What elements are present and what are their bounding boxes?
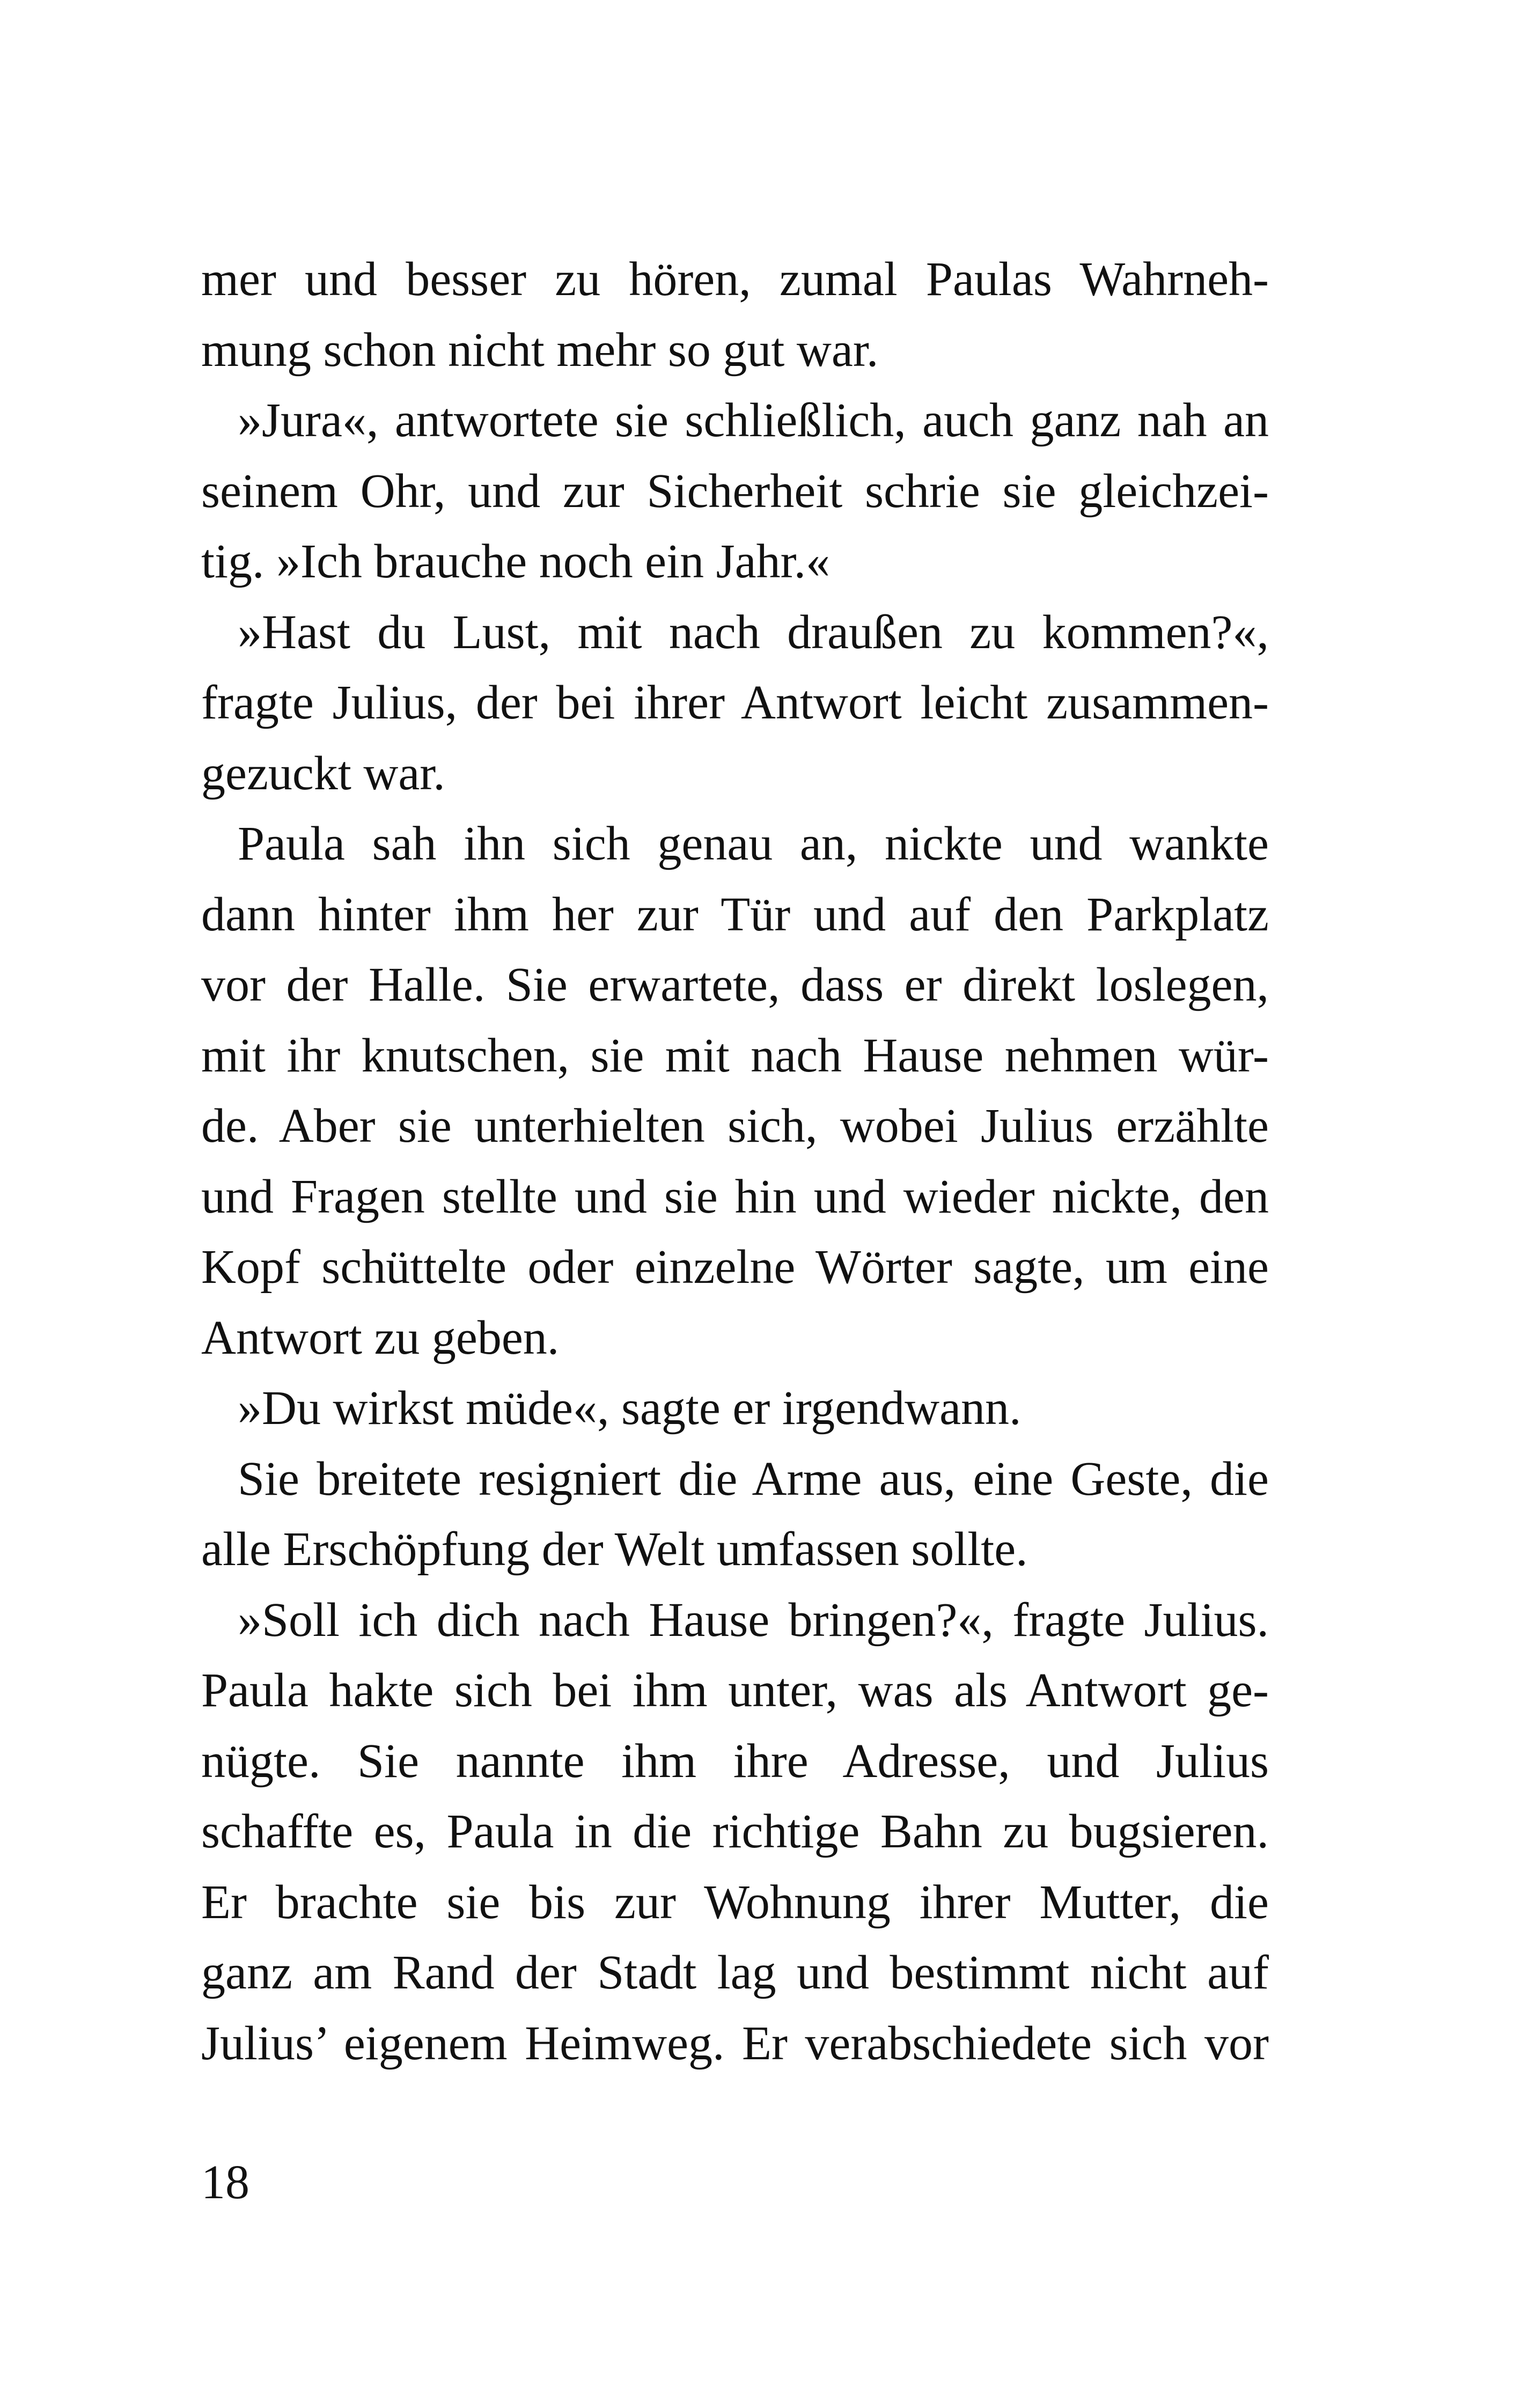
text-line: »Hast du Lust, mit nach draußen zu kommen?«, [238,605,1269,659]
text-line: »Soll ich dich nach Hause bringen?«, fragte Julius. [238,1593,1269,1647]
text-line: fragte Julius, der bei ihrer Antwort leicht zusammen- [201,676,1269,729]
text-line: Paula hakte sich bei ihm unter, was als Antwort ge- [201,1664,1269,1717]
text-line: gezuckt war. [201,746,445,800]
text-line: dann hinter ihm her zur Tür und auf den Parkplatz [201,887,1269,941]
text-line: Kopf schüttelte oder einzelne Wörter sagte, um eine [201,1240,1269,1294]
text-line: mit ihr knutschen, sie mit nach Hause nehmen wür- [201,1029,1269,1082]
text-line: Sie breitete resigniert die Arme aus, eine Geste, die [238,1452,1269,1506]
text-line: mung schon nicht mehr so gut war. [201,323,879,377]
body-text [201,244,1269,2079]
text-line: seinem Ohr, und zur Sicherheit schrie sie gleichzei- [201,464,1269,518]
text-line: ganz am Rand der Stadt lag und bestimmt nicht auf [201,1946,1269,1999]
text-line: schaffte es, Paula in die richtige Bahn zu bugsieren. [201,1805,1269,1858]
text-line: mer und besser zu hören, zumal Paulas Wahrneh- [201,253,1269,306]
text-line: de. Aber sie unterhielten sich, wobei Julius erzählte [201,1099,1269,1152]
text-line: »Du wirkst müde«, sagte er irgendwann. [238,1382,1022,1435]
text-line: nügte. Sie nannte ihm ihre Adresse, und Julius [201,1734,1269,1788]
text-line: und Fragen stellte und sie hin und wieder nickte, den [201,1170,1269,1223]
text-line: tig. »Ich brauche noch ein Jahr.« [201,535,831,588]
text-line: vor der Halle. Sie erwartete, dass er direkt loslegen, [201,958,1269,1011]
text-line: Er brachte sie bis zur Wohnung ihrer Mutter, die [201,1875,1269,1929]
text-line: Julius’ eigenem Heimweg. Er verabschiedete sich vor [201,2016,1269,2070]
page-number: 18 [201,2156,249,2209]
text-line: Antwort zu geben. [201,1311,560,1364]
text-line: alle Erschöpfung der Welt umfassen sollte. [201,1523,1028,1576]
text-line: Paula sah ihn sich genau an, nickte und wankte [238,817,1269,870]
text-line: »Jura«, antwortete sie schließlich, auch ganz nah an [238,394,1269,447]
